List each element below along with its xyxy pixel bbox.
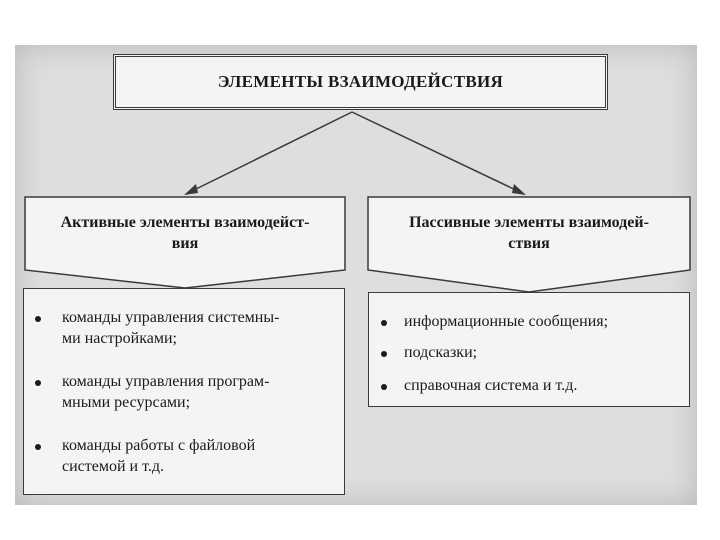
arrow-left (190, 112, 352, 192)
active-item-3-line2: системой и т.д. (62, 458, 165, 475)
arrowhead-right (512, 184, 526, 195)
passive-item-3: справочная система и т.д. (404, 377, 578, 394)
active-item-3-line1: команды работы с файловой (62, 437, 256, 454)
active-item-2-line1: команды управления програм- (62, 373, 270, 390)
arrow-right (352, 112, 520, 192)
bullet-icon (35, 444, 41, 450)
bullet-icon (381, 384, 387, 390)
active-heading-line1: Активные элементы взаимодейст- (60, 214, 310, 231)
active-heading-line2: вия (171, 235, 199, 252)
bullet-icon (381, 351, 387, 357)
bullet-icon (381, 320, 387, 326)
passive-item-1: информационные сообщения; (404, 313, 609, 330)
passive-heading (368, 212, 690, 254)
title-box (113, 54, 608, 110)
arrowhead-left (184, 184, 198, 195)
active-item-2 (62, 371, 269, 413)
active-item-3 (62, 435, 255, 477)
active-item-1-line1: команды управления системны- (62, 309, 280, 326)
diagram-title: ЭЛЕМЕНТЫ ВЗАИМОДЕЙСТВИЯ (217, 72, 504, 91)
active-item-1-line2: ми настройками; (62, 330, 177, 347)
bullet-icon (35, 380, 41, 386)
bullet-icon (35, 316, 41, 322)
passive-item-2: подсказки; (404, 344, 478, 361)
active-heading (25, 212, 345, 254)
active-item-2-line2: мными ресурсами; (62, 394, 191, 411)
passive-heading-line2: ствия (508, 235, 550, 252)
active-item-1 (62, 307, 279, 349)
passive-heading-line1: Пассивные элементы взаимодей- (409, 214, 649, 231)
